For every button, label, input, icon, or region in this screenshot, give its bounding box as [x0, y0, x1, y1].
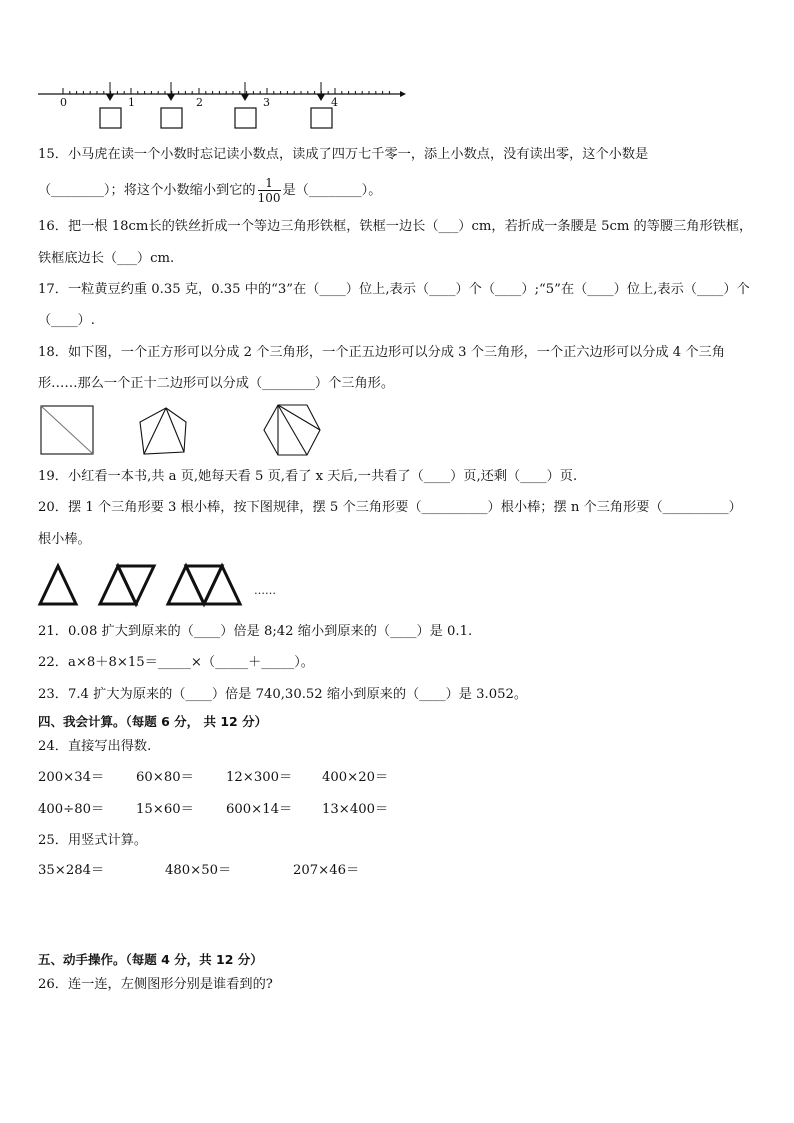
q15-tail: 是（________）。 — [282, 183, 382, 198]
q20-line2: 根小棒。 — [38, 532, 91, 547]
calc-item: 400×20＝ — [322, 770, 389, 785]
triangle-3a — [168, 566, 204, 604]
q15-line1: 15．小马虎在读一个小数时忘记读小数点，读成了四万七千零一，添上小数点，没有读出零，这个小数是 — [38, 147, 649, 162]
q16-line1: 16．把一根 18cm长的铁丝折成一个等边三角形铁框，铁框一边长（___）cm，若折成一条腰是 5cm 的等腰三角形铁框， — [38, 219, 753, 234]
ellipsis: …… — [254, 584, 276, 597]
triangle-3b — [186, 566, 222, 604]
fraction: $\frac{1}{100}$ — [257, 176, 281, 205]
tick-label-1: 1 — [128, 96, 135, 109]
q19-line1: 19．小红看一本书,共 a 页,她每天看 5 页,看了 x 天后,一共看了（____）页,还剩（____）页. — [38, 469, 578, 484]
q20-line1: 20．摆 1 个三角形要 3 根小棒，按下图规律，摆 5 个三角形要（__________）根小棒；摆 n 个三角形要（__________） — [38, 500, 742, 515]
q16-line2: 铁框底边长（___）cm. — [38, 251, 175, 266]
tick-label-4: 4 — [331, 96, 338, 109]
polygon-division-figure — [0, 400, 794, 470]
q18-line2: 形……那么一个正十二边形可以分成（________）个三角形。 — [38, 376, 395, 391]
q15-blank-text: （________）；将这个小数缩小到它的 — [38, 183, 256, 198]
triangle-1 — [40, 566, 76, 604]
answer-box-4 — [311, 108, 332, 128]
calc-item: 480×50＝ — [165, 863, 232, 878]
answer-box-3 — [235, 108, 256, 128]
triangle-2a — [100, 566, 136, 604]
triangle-2b — [118, 566, 154, 604]
calc-item: 200×34＝ — [38, 770, 105, 785]
calc-item: 400÷80＝ — [38, 802, 105, 817]
q26-line1: 26．连一连，左侧图形分别是谁看到的? — [38, 977, 273, 992]
section-4-title: 四、我会计算。（每题 6 分， 共 12 分） — [38, 714, 268, 729]
triangle-sticks-figure — [0, 560, 794, 620]
calc-item: 207×46＝ — [293, 863, 360, 878]
number-line — [0, 0, 794, 140]
calc-item: 12×300＝ — [226, 770, 293, 785]
q25-row — [38, 862, 359, 880]
answer-box-2 — [161, 108, 182, 128]
tick-label-3: 3 — [263, 96, 270, 109]
calc-item: 35×284＝ — [38, 863, 105, 878]
q22-line1: 22．a×8＋8×15＝_____×（_____＋_____）。 — [38, 655, 314, 670]
q25-line1: 25．用竖式计算。 — [38, 833, 148, 848]
calc-item: 600×14＝ — [226, 802, 293, 817]
q21-line1: 21．0.08 扩大到原来的（____）倍是 8;42 缩小到原来的（____）是 0.1. — [38, 624, 473, 639]
tick-label-2: 2 — [196, 96, 203, 109]
calc-item: 15×60＝ — [136, 802, 194, 817]
q24-row2 — [38, 801, 388, 819]
tick-label-0: 0 — [60, 96, 67, 109]
q17-line1: 17．一粒黄豆约重 0.35 克，0.35 中的“3”在（____）位上,表示（____）个（____）;“5”在（____）位上,表示（____）个 — [38, 282, 750, 297]
calc-item: 60×80＝ — [136, 770, 194, 785]
answer-box-1 — [100, 108, 121, 128]
section-5-title: 五、动手操作。（每题 4 分，共 12 分） — [38, 952, 263, 967]
q24-row1 — [38, 769, 388, 787]
calc-item: 13×400＝ — [322, 802, 389, 817]
q17-line2: （____）. — [38, 313, 95, 328]
q24-line1: 24．直接写出得数. — [38, 739, 152, 754]
q18-line1: 18．如下图，一个正方形可以分成 2 个三角形，一个正五边形可以分成 3 个三角形，一个正六边形可以分成 4 个三角 — [38, 345, 725, 360]
q15-line2 — [38, 176, 381, 205]
q23-line1: 23．7.4 扩大为原来的（____）倍是 740,30.52 缩小到原来的（____）是 3.052。 — [38, 687, 528, 702]
triangle-3c — [204, 566, 240, 604]
